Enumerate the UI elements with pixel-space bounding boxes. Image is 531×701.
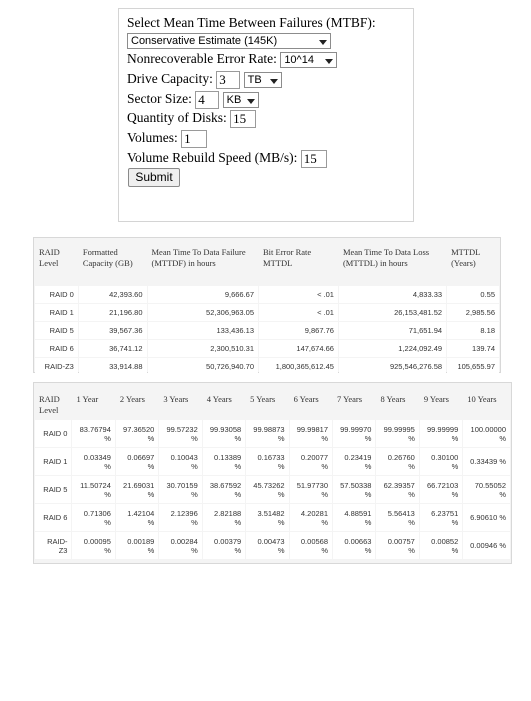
sector-label: Sector Size: xyxy=(127,91,192,106)
table-cell: 925,546,276.58 xyxy=(339,358,446,375)
rebuild-row xyxy=(127,149,327,168)
table-cell: 0.00946 % xyxy=(463,532,510,559)
column-header: Mean Time To Data Loss (MTTDL) in hours xyxy=(339,239,446,285)
ber-select-value: 10^14 xyxy=(284,53,314,66)
table-cell: 100.00000 % xyxy=(463,420,510,447)
table-cell: 105,655.97 xyxy=(447,358,499,375)
table-row xyxy=(35,448,510,475)
chevron-down-icon xyxy=(319,40,327,45)
table-cell: 0.13389 % xyxy=(203,448,245,475)
table-cell: 6.23751 % xyxy=(420,504,462,531)
column-header: 3 Years xyxy=(159,384,201,419)
table-row xyxy=(35,340,499,357)
table-cell: 42,393.60 xyxy=(79,286,147,303)
table-cell: 45.73262 % xyxy=(246,476,288,503)
table-cell: 70.55052 % xyxy=(463,476,510,503)
probability-table-header xyxy=(35,384,510,419)
table-cell: 4.88591 % xyxy=(333,504,375,531)
volumes-label: Volumes: xyxy=(127,130,178,145)
table-cell: 0.03349 % xyxy=(72,448,114,475)
disks-label: Quantity of Disks: xyxy=(127,110,227,125)
column-header: Formatted Capacity (GB) xyxy=(79,239,147,285)
capacity-label: Drive Capacity: xyxy=(127,71,213,86)
table-cell: 0.23419 % xyxy=(333,448,375,475)
table-cell: 66.72103 % xyxy=(420,476,462,503)
raid-level-cell: RAID-Z3 xyxy=(35,532,71,559)
capacity-input[interactable]: 3 xyxy=(216,71,240,89)
table-cell: 99.57232 % xyxy=(159,420,201,447)
table-row xyxy=(35,504,510,531)
table-cell: 99.99995 % xyxy=(376,420,418,447)
table-cell: 1.42104 % xyxy=(116,504,158,531)
column-header: 10 Years xyxy=(463,384,510,419)
table-cell: 99.93058 % xyxy=(203,420,245,447)
table-cell: 11.50724 % xyxy=(72,476,114,503)
table-cell: 3.51482 % xyxy=(246,504,288,531)
column-header: 6 Years xyxy=(290,384,332,419)
capacity-unit-select[interactable] xyxy=(244,72,282,88)
table-cell: 26,153,481.52 xyxy=(339,304,446,321)
table-cell: 0.00095 % xyxy=(72,532,114,559)
ber-label: Nonrecoverable Error Rate: xyxy=(127,51,277,66)
rebuild-input[interactable]: 15 xyxy=(301,150,327,168)
table-cell: 4,833.33 xyxy=(339,286,446,303)
column-header: 7 Years xyxy=(333,384,375,419)
table-cell: 0.00757 % xyxy=(376,532,418,559)
sector-row xyxy=(127,90,259,109)
table-cell: 2,985.56 xyxy=(447,304,499,321)
table-cell: 2.12396 % xyxy=(159,504,201,531)
probability-table xyxy=(34,383,511,560)
table-cell: 6.90610 % xyxy=(463,504,510,531)
table-cell: 0.00568 % xyxy=(290,532,332,559)
table-cell: 0.16733 % xyxy=(246,448,288,475)
mtbf-row xyxy=(127,31,331,49)
ber-select[interactable] xyxy=(280,52,337,68)
ber-row xyxy=(127,50,337,68)
table-row xyxy=(35,286,499,303)
table-cell: 21,196.80 xyxy=(79,304,147,321)
sector-unit-select[interactable] xyxy=(223,92,259,108)
mttdl-table-container xyxy=(33,237,501,373)
raid-level-cell: RAID 6 xyxy=(35,504,71,531)
sector-input[interactable]: 4 xyxy=(195,91,219,109)
table-cell: 0.26760 % xyxy=(376,448,418,475)
disks-input[interactable]: 15 xyxy=(230,110,256,128)
chevron-down-icon xyxy=(325,59,333,64)
table-cell: 133,436.13 xyxy=(148,322,259,339)
table-cell: 99.99970 % xyxy=(333,420,375,447)
table-row xyxy=(35,532,510,559)
column-header: Mean Time To Data Failure (MTTDF) in hours xyxy=(148,239,259,285)
table-cell: 1,800,365,612.45 xyxy=(259,358,338,375)
table-cell: 83.76794 % xyxy=(72,420,114,447)
column-header: 2 Years xyxy=(116,384,158,419)
table-cell: 0.33439 % xyxy=(463,448,510,475)
column-header: RAID Level xyxy=(35,239,78,285)
table-cell: 8.18 xyxy=(447,322,499,339)
mttdl-table-body xyxy=(35,286,499,375)
chevron-down-icon xyxy=(270,79,278,84)
column-header: MTTDL (Years) xyxy=(447,239,499,285)
table-cell: < .01 xyxy=(259,286,338,303)
table-cell: 21.69031 % xyxy=(116,476,158,503)
sector-unit-value: KB xyxy=(226,93,242,106)
table-cell: 99.99999 % xyxy=(420,420,462,447)
table-cell: 0.30100 % xyxy=(420,448,462,475)
table-cell: 0.00852 % xyxy=(420,532,462,559)
table-cell: 99.98873 % xyxy=(246,420,288,447)
table-cell: 99.99817 % xyxy=(290,420,332,447)
table-cell: 0.00473 % xyxy=(246,532,288,559)
disks-row xyxy=(127,109,256,128)
rebuild-label: Volume Rebuild Speed (MB/s): xyxy=(127,150,298,165)
volumes-input[interactable]: 1 xyxy=(181,130,207,148)
table-cell: 2.82188 % xyxy=(203,504,245,531)
capacity-unit-value: TB xyxy=(247,73,262,86)
table-cell: 62.39357 % xyxy=(376,476,418,503)
capacity-row xyxy=(127,70,282,89)
table-cell: 0.00379 % xyxy=(203,532,245,559)
table-cell: 0.00284 % xyxy=(159,532,201,559)
mtbf-select-value: Conservative Estimate (145K) xyxy=(131,34,278,47)
probability-table-body xyxy=(35,420,510,559)
table-cell: 0.06697 % xyxy=(116,448,158,475)
column-header: RAID Level xyxy=(35,384,71,419)
submit-button[interactable]: Submit xyxy=(128,168,180,187)
table-cell: 0.00663 % xyxy=(333,532,375,559)
probability-table-container xyxy=(33,382,512,564)
table-row xyxy=(35,322,499,339)
table-cell: 50,726,940.70 xyxy=(148,358,259,375)
table-cell: 0.00189 % xyxy=(116,532,158,559)
table-row xyxy=(35,358,499,375)
table-cell: 147,674.66 xyxy=(259,340,338,357)
table-row xyxy=(35,420,510,447)
table-cell: 139.74 xyxy=(447,340,499,357)
table-row xyxy=(35,304,499,321)
volumes-row xyxy=(127,129,207,148)
table-cell: 39,567.36 xyxy=(79,322,147,339)
table-cell: 0.55 xyxy=(447,286,499,303)
table-cell: 30.70159 % xyxy=(159,476,201,503)
raid-level-cell: RAID 0 xyxy=(35,420,71,447)
raid-level-cell: RAID 5 xyxy=(35,476,71,503)
mttdl-table-header xyxy=(35,239,499,285)
chevron-down-icon xyxy=(247,99,255,104)
table-cell: 97.36520 % xyxy=(116,420,158,447)
raid-level-cell: RAID 6 xyxy=(35,340,78,357)
table-cell: 33,914.88 xyxy=(79,358,147,375)
raid-level-cell: RAID 1 xyxy=(35,448,71,475)
column-header: 5 Years xyxy=(246,384,288,419)
column-header: Bit Error Rate MTTDL xyxy=(259,239,338,285)
table-cell: 9,666.67 xyxy=(148,286,259,303)
table-cell: 0.10043 % xyxy=(159,448,201,475)
raid-level-cell: RAID 5 xyxy=(35,322,78,339)
table-cell: 4.20281 % xyxy=(290,504,332,531)
mtbf-select[interactable] xyxy=(127,33,331,49)
column-header: 9 Years xyxy=(420,384,462,419)
table-row xyxy=(35,476,510,503)
table-cell: 2,300,510.31 xyxy=(148,340,259,357)
table-cell: 1,224,092.49 xyxy=(339,340,446,357)
column-header: 8 Years xyxy=(376,384,418,419)
table-cell: 38.67592 % xyxy=(203,476,245,503)
table-cell: 9,867.76 xyxy=(259,322,338,339)
table-cell: 36,741.12 xyxy=(79,340,147,357)
table-cell: < .01 xyxy=(259,304,338,321)
table-cell: 0.71306 % xyxy=(72,504,114,531)
raid-level-cell: RAID 1 xyxy=(35,304,78,321)
mttdl-table xyxy=(34,238,500,376)
raid-level-cell: RAID 0 xyxy=(35,286,78,303)
calculator-form xyxy=(118,8,414,222)
table-cell: 5.56413 % xyxy=(376,504,418,531)
table-cell: 0.20077 % xyxy=(290,448,332,475)
table-cell: 51.97730 % xyxy=(290,476,332,503)
table-cell: 52,306,963.05 xyxy=(148,304,259,321)
column-header: 1 Year xyxy=(72,384,114,419)
column-header: 4 Years xyxy=(203,384,245,419)
table-cell: 71,651.94 xyxy=(339,322,446,339)
raid-level-cell: RAID-Z3 xyxy=(35,358,78,375)
table-cell: 57.50338 % xyxy=(333,476,375,503)
mtbf-label: Select Mean Time Between Failures (MTBF): xyxy=(127,15,376,30)
